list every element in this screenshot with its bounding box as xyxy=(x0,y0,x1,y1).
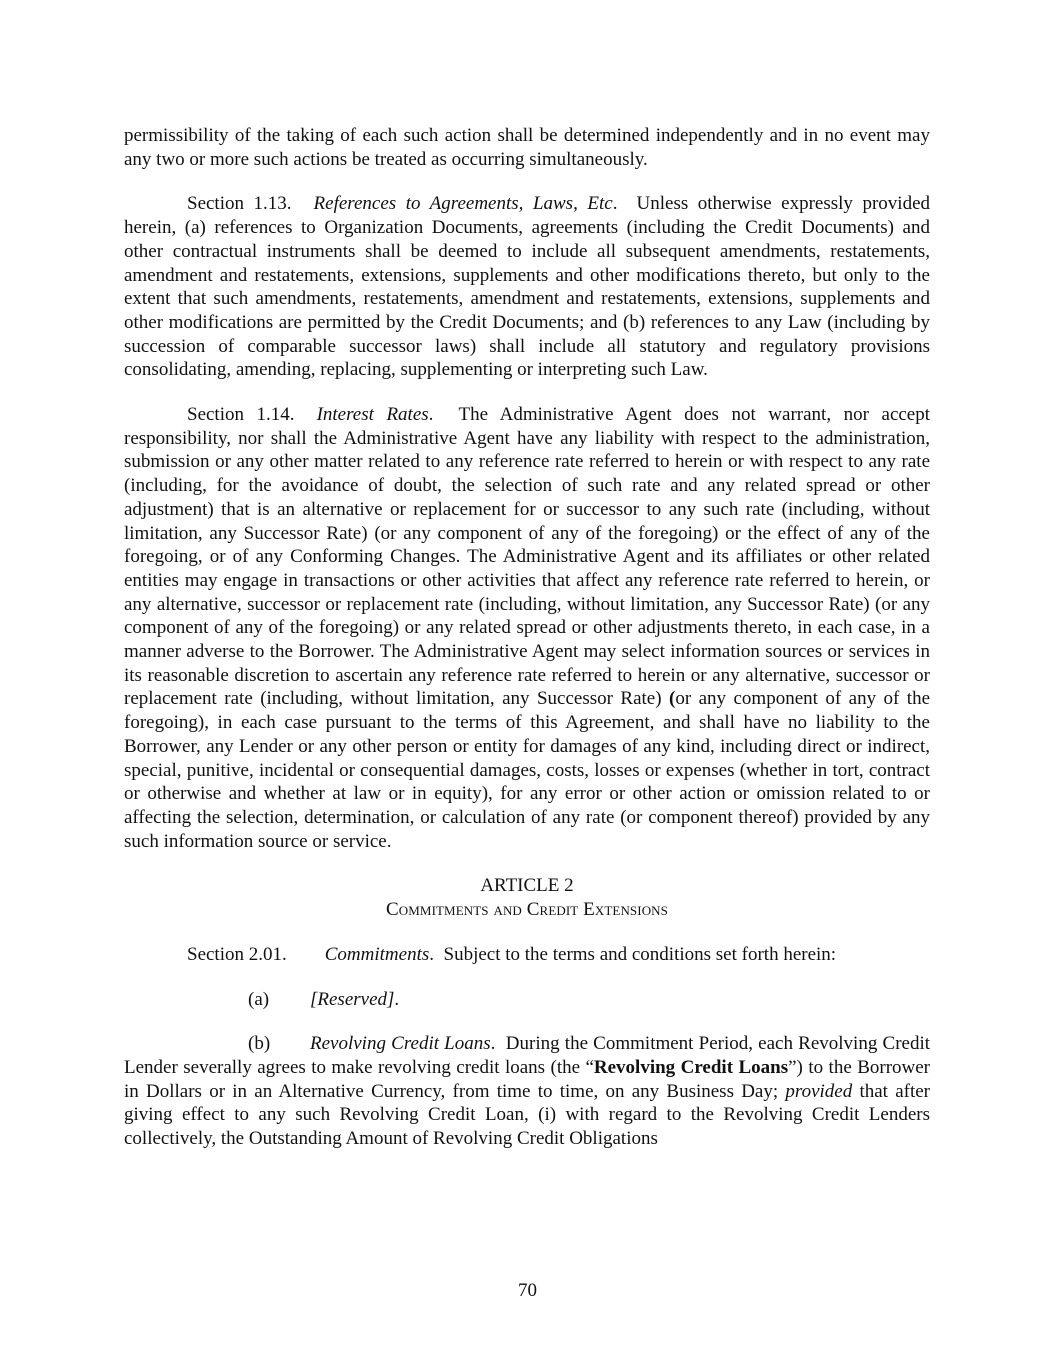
item-text: [Reserved] xyxy=(310,988,395,1010)
item-label: (b) xyxy=(248,1033,271,1055)
section-body-part-1: The Administrative Agent does not warrant, nor accept responsibility, nor shall the Administrative Agent have any liability with respect to the administration, submission or any other matter related to any reference rate referred to herein or with respect to any rate (including, for the avoidance of doubt, the selection of such rate and any related spread or other adjustment) that is an alternative or replacement for or successor to any such rate (including, without limitation, any Successor Rate) (or any component of any of the foregoing) or the effect of any of the foregoing, or of any Conforming Changes. The Administrative Agent and its affiliates or other related entities may engage in transactions or other activities that affect any reference rate referred to herein, or any alternative, successor or replacement rate (including, without limitation, any Successor Rate) (or any component of any of the foregoing) or any related spread or other adjustments thereto, in each case, in a manner adverse to the Borrower. The Administrative Agent may select information sources or services in its reasonable discretion to ascertain any reference rate referred to herein or any alternative, successor or replacement rate (including, without limitation, any Successor Rate) xyxy=(124,404,931,710)
defined-term: Revolving Credit Loans xyxy=(593,1056,789,1078)
document-page xyxy=(124,124,930,1151)
section-number: Section 1.14. xyxy=(187,404,295,426)
item-label: (a) xyxy=(248,988,270,1010)
section-title: References to Agreements, Laws, Etc xyxy=(313,193,613,215)
section-body: Unless otherwise expressly provided herein, (a) references to Organization Documents, agreements (including the Credit Documents) and other contractual instruments shall be deemed to include all subsequent amendments, restatements, amendment and restatements, extensions, supplements and other modifications thereto, but only to the extent that such amendments, restatements, amendment and restatements, extensions, supplements and other modifications are permitted by the Credit Documents; and (b) references to any Law (including by succession of comparable successor laws) shall include all statutory and regulatory provisions consolidating, amending, replacing, supplementing or interpreting such Law. xyxy=(124,193,931,381)
section-1-13: Section 1.13. References to Agreements, Laws, Etc. Unless otherwise expressly provided herein, (a) references to Organization Documents, agreements (including the Credit Documents) and other contractual instruments shall be deemed to include all subsequent amendments, restatements, amendment and restatements, extensions, supplements and other modifications thereto, but only to the extent that such amendments, restatements, amendment and restatements, extensions, supplements and other modifications are permitted by the Credit Documents; and (b) references to any Law (including by succession of comparable successor laws) shall include all statutory and regulatory provisions consolidating, amending, replacing, supplementing or interpreting such Law. xyxy=(124,193,931,381)
section-title: Commitments xyxy=(324,943,430,965)
section-1-14: Section 1.14. Interest Rates. The Administrative Agent does not warrant, nor accept responsibility, nor shall the Administrative Agent have any liability with respect to the administration, submission or any other matter related to any reference rate referred to herein or with respect to any rate (including, for the avoidance of doubt, the selection of such rate and any related spread or other adjustment) that is an alternative or replacement for or successor to any such rate (including, without limitation, any Successor Rate) (or any component of any of the foregoing) or the effect of any of the foregoing, or of any Conforming Changes. The Administrative Agent and its affiliates or other related entities may engage in transactions or other activities that affect any reference rate referred to herein, or any alternative, successor or replacement rate (including, without limitation, any Successor Rate) (or any component of any of the foregoing) or any related spread or other adjustments thereto, in each case, in a manner adverse to the Borrower. The Administrative Agent may select information sources or services in its reasonable discretion to ascertain any reference rate referred to herein or any alternative, successor or replacement rate (including, without limitation, any Successor Rate) (or any component of any of the foregoing), in each case pursuant to the terms of this Agreement, and shall have no liability to the Borrower, any Lender or any other person or entity for damages of any kind, including direct or indirect, special, punitive, incidental or consequential damages, costs, losses or expenses (whether in tort, contract or otherwise and whether at law or in equity), for any error or other action or omission related to or affecting the selection, determination, or calculation of any rate (or component thereof) provided by any such information source or service. xyxy=(124,404,931,852)
item-body-part-1: During the Commitment Period, each Revolving Credit Lender severally agrees to make revolving credit loans (the “ xyxy=(124,1033,931,1078)
page-number: 70 xyxy=(518,1280,537,1301)
item-a: (a) [Reserved]. xyxy=(248,988,400,1010)
article-heading xyxy=(124,874,930,921)
bold-parenthesis: ( xyxy=(669,688,676,710)
item-body-part-3: that after giving effect to any such Revolving Credit Loan, (i) with regard to the Revolving Credit Lenders collectively, the Outstanding Amount of Revolving Credit Obligations xyxy=(124,1080,931,1150)
section-2-01: Section 2.01. Commitments. Subject to the terms and conditions set forth herein: xyxy=(187,943,837,965)
item-b: (b) Revolving Credit Loans. During the Commitment Period, each Revolving Credit Lender severally agrees to make revolving credit loans (the “Revolving Credit Loans”) to the Borrower in Dollars or in an Alternative Currency, from time to time, on any Business Day; provided that after giving effect to any such Revolving Credit Loan, (i) with regard to the Revolving Credit Lenders collectively, the Outstanding Amount of Revolving Credit Obligations xyxy=(124,1033,931,1150)
item-body-part-2: ”) to the Borrower in Dollars or in an Alternative Currency, from time to time, on any Business Day; xyxy=(124,1056,930,1102)
continuation-paragraph: permissibility of the taking of each such action shall be determined independently and in no event may any two or more such actions be treated as occurring simultaneously. xyxy=(124,125,930,170)
article-title: ARTICLE 2 xyxy=(480,875,574,897)
section-number: Section 1.13. xyxy=(187,193,292,215)
article-subtitle: Commitments and Credit Extensions xyxy=(386,899,668,921)
section-number: Section 2.01. xyxy=(187,943,287,965)
item-title: Revolving Credit Loans xyxy=(310,1033,491,1055)
section-body-part-2: or any component of any of the foregoing), in each case pursuant to the terms of this Agreement, and shall have no liability to the Borrower, any Lender or any other person or entity for damages of any kind, including direct or indirect, special, punitive, incidental or consequential damages, costs, losses or expenses (whether in tort, contract or otherwise and whether at law or in equity), for any error or other action or omission related to or affecting the selection, determination, or calculation of any rate (or component thereof) provided by any such information source or service. xyxy=(124,688,931,852)
provided-term: provided xyxy=(785,1080,853,1102)
section-title: Interest Rates xyxy=(316,404,429,426)
section-body: Subject to the terms and conditions set forth herein: xyxy=(443,943,837,965)
